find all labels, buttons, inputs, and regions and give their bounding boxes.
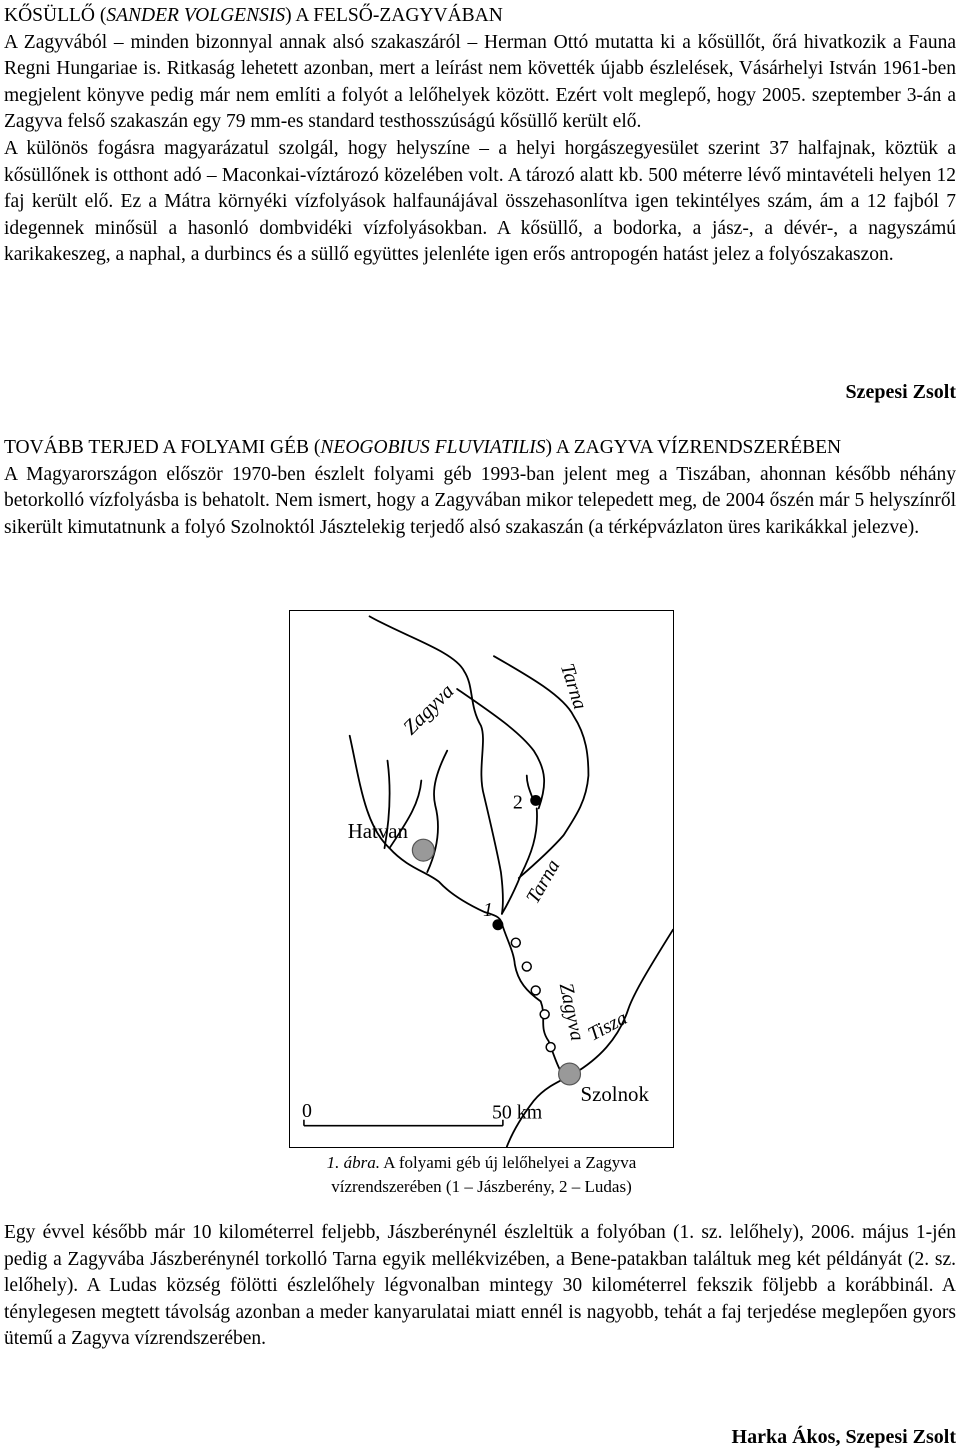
- caption-label: 1. ábra.: [326, 1153, 380, 1172]
- label-zagyva-low: Zagyva: [554, 980, 589, 1043]
- hatvan-city-marker: [412, 839, 434, 861]
- title-species: NEOGOBIUS FLUVIATILIS: [320, 437, 546, 458]
- site-marker-open: [540, 1010, 549, 1019]
- river-map: [290, 611, 673, 1147]
- label-szolnok: Szolnok: [580, 1081, 649, 1106]
- bene-patak: [527, 776, 533, 799]
- site-marker-1: [492, 919, 503, 930]
- site-marker-2: [530, 795, 541, 806]
- label-tisza: Tisza: [584, 1006, 631, 1046]
- author-signature: Szepesi Zsolt: [845, 381, 956, 403]
- paragraph: A Zagyvából – minden bizonnyal annak alsó szakaszáról – Herman Ottó mutatta ki a kősüllőt, őrá hivatkozik a Fauna Regni Hungariae is. Ritkaság lehetett azonban, mert a leírást nem követték újabb észlelések, Vásárhelyi István 1961-ben megjelent könyve pedig már nem említi a folyót a lelőhelyek között. Ezért volt meglepő, hogy 2005. szeptember 3-án a Zagyva felső szakaszán egy 79 mm-es standard testhosszúságú kősüllő került elő.: [4, 31, 956, 133]
- label-point-2: 2: [512, 791, 523, 814]
- paragraph: A különös fogásra magyarázatul szolgál, hogy helyszíne – a helyi horgászegyesület szerint 37 halfajnak, köztük a kősüllőnek is otthont adó – Maconkai-víztározó közelében volt. A tározó alatt kb. 500 méterre lévő mintavételi helyen 12 faj került elő. Ez a Mátra környéki vízfolyások halfaunájával összehasonlítva igen tekintélyes szám, ám a 12 fajból 7 idegennek minősül a hasonló dombvidéki vízfolyásokban. A kősüllő, a bodorka, a jász-, a dévér-, a nagyszámú karikakeszeg, a naphal, a durbincs és a süllő együttes jelenléte igen erős antropogén hatást jelez a folyószakaszon.: [4, 137, 956, 266]
- site-marker-open: [522, 962, 531, 971]
- label-hatvan: Hatvan: [347, 819, 408, 844]
- label-tarna-top: Tarna: [555, 660, 592, 713]
- scale-bar: [304, 1120, 503, 1126]
- label-zagyva-top: Zagyva: [397, 678, 459, 740]
- article-title: KŐSÜLLŐ (SANDER VOLGENSIS) A FELSŐ-ZAGYVÁBAN: [4, 5, 503, 26]
- paragraph: Egy évvel később már 10 kilométerrel feljebb, Jászberénynél észleltük a folyóban (1. sz. lelőhely), 2006. május 1-jén pedig a Zagyvába Jászberénynél torkolló Tarna egyik mellékvizében, a Bene-patakban találtuk meg két példányát (2. sz. lelőhely). A Ludas község fölötti észlelőhely légvonalban mintegy 30 kilométerrel fekszik följebb a korábbinál. A ténylegesen megtett távolság azonban a meder kanyarulatai miatt ennél is nagyobb, tehát a faj terjedése meglepően gyors ütemű a Zagyva vízrendszerében.: [4, 1222, 956, 1350]
- site-marker-open: [546, 1043, 555, 1052]
- article-folyami-geb: [4, 435, 956, 541]
- paragraph: A Magyarországon először 1970-ben észlelt folyami géb 1993-ban jelent meg a Tiszában, ahonnan később néhány betorkolló vízfolyásba is behatolt. Nem ismert, hogy a Zagyvában mikor telepedett meg, de 2004 őszén már 5 helyszínről sikerült kimutatnunk a folyó Szolnoktól Jásztelekig terjedő alsó szakaszán (a térképvázlaton üres karikákkal jelezve).: [4, 463, 956, 538]
- scale-zero: 0: [301, 1099, 312, 1122]
- map-labels: [302, 661, 650, 1124]
- author-signature: Harka Ákos, Szepesi Zsolt: [731, 1426, 956, 1448]
- scale-km: 50 km: [491, 1101, 543, 1124]
- label-point-1: 1: [482, 898, 493, 921]
- article-title: TOVÁBB TERJED A FOLYAMI GÉB (NEOGOBIUS FLUVIATILIS) A ZAGYVA VÍZRENDSZERÉBEN: [4, 437, 842, 458]
- article-folyami-geb-continued: [4, 1220, 956, 1353]
- rivers: [347, 616, 673, 1146]
- figure-caption: [289, 1151, 674, 1199]
- szolnok-city-marker: [559, 1063, 581, 1085]
- river-map-figure: [289, 610, 674, 1148]
- caption-text: A folyami géb új lelőhelyei a Zagyva vízrendszerében (1 – Jászberény, 2 – Ludas): [331, 1153, 637, 1196]
- tarna-upper: [370, 616, 503, 913]
- title-species: SANDER VOLGENSIS: [106, 5, 286, 26]
- tarna-tributary-west: [457, 689, 544, 808]
- label-tarna-mid: Tarna: [521, 855, 565, 908]
- site-marker-open: [511, 938, 520, 947]
- site-marker-open: [531, 986, 540, 995]
- article-kosullo: [4, 3, 956, 269]
- site-markers-2004: [511, 938, 555, 1051]
